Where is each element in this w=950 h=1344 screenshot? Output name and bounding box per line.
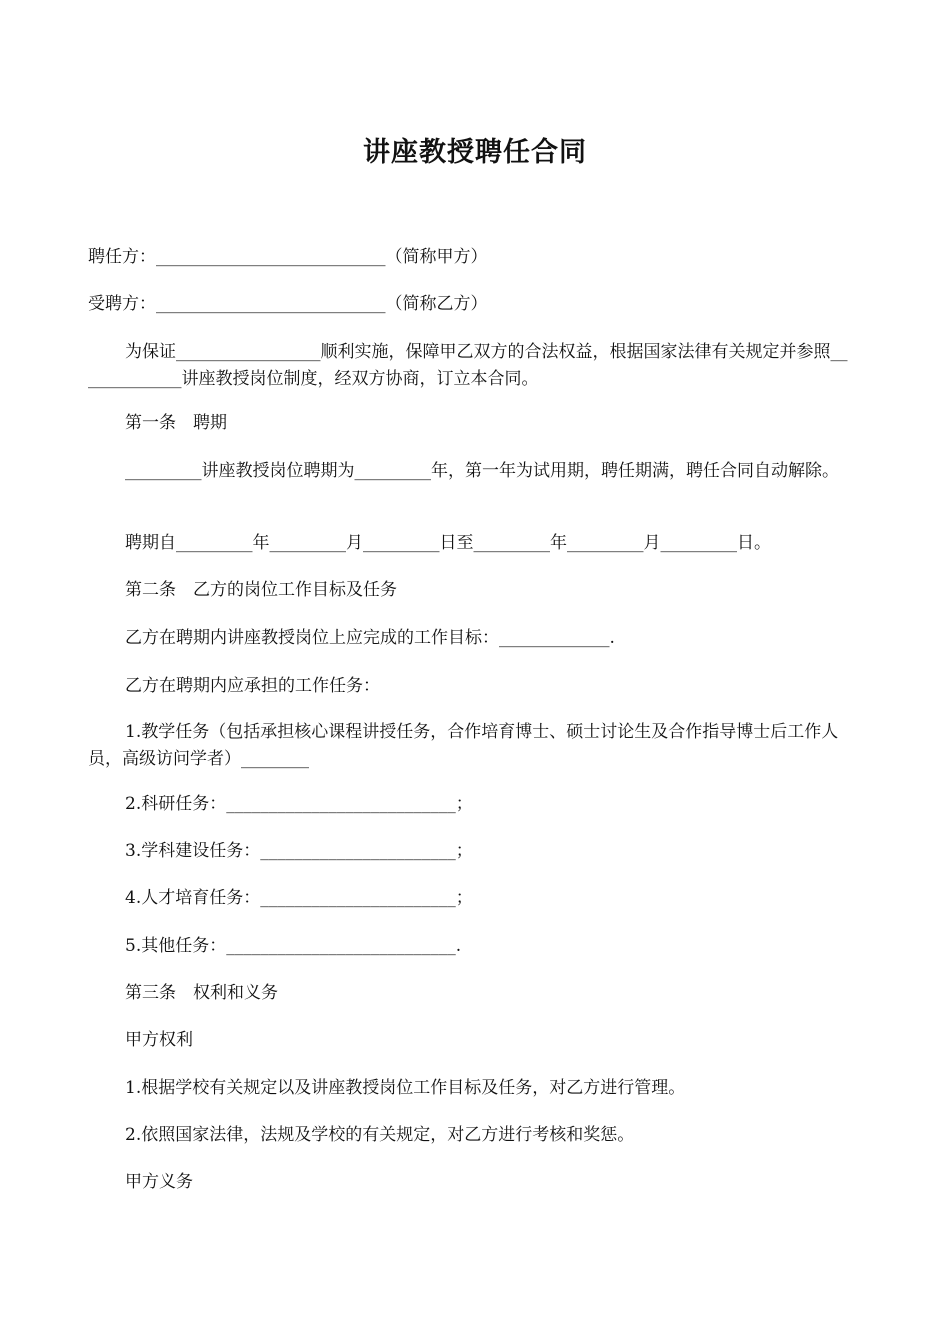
task-item-other: 5.其他任务：___________________________. [125,936,462,956]
document-title: 讲座教授聘任合同 [363,137,587,168]
task-item-discipline: 3.学科建设任务：_______________________； [125,841,473,861]
task-item-research: 2.科研任务：___________________________； [125,794,473,814]
term-paragraph: _________讲座教授岗位聘期为_________年，第一年为试用期，聘任期满，聘任合同自动解除。 [125,461,839,481]
task-item-talent: 4.人才培育任务：_______________________； [125,888,473,908]
period-paragraph: 聘期自_________年_________月_________日至_________年_________月_________日。 [125,533,771,553]
article1-heading: 第一条 聘期 [125,413,227,433]
intro-paragraph: 为保证_________________顺利实施，保障甲乙双方的合法权益，根据国家法律有关规定并参照_____________讲座教授岗位制度，经双方协商，订立本合同。 [88,342,848,389]
party-a-rights-heading: 甲方权利 [125,1030,193,1050]
party-a-duties-heading: 甲方义务 [125,1172,193,1192]
employer-line: 聘任方：___________________________（简称甲方） [88,247,488,267]
party-a-right-2: 2.依照国家法律，法规及学校的有关规定，对乙方进行考核和奖惩。 [125,1125,635,1145]
employee-line: 受聘方：___________________________（简称乙方） [88,294,488,314]
article2-heading: 第二条 乙方的岗位工作目标及任务 [125,580,397,600]
task-item-teaching: 1.教学任务（包括承担核心课程讲授任务，合作培育博士、硕士讨论生及合作指导博士后工作人员，高级访问学者）________ [88,722,839,769]
tasks-intro: 乙方在聘期内应承担的工作任务： [125,676,380,696]
article3-heading: 第三条 权利和义务 [125,983,278,1003]
goal-paragraph: 乙方在聘期内讲座教授岗位上应完成的工作目标：_____________. [125,628,615,648]
party-a-right-1: 1.根据学校有关规定以及讲座教授岗位工作目标及任务，对乙方进行管理。 [125,1078,686,1098]
